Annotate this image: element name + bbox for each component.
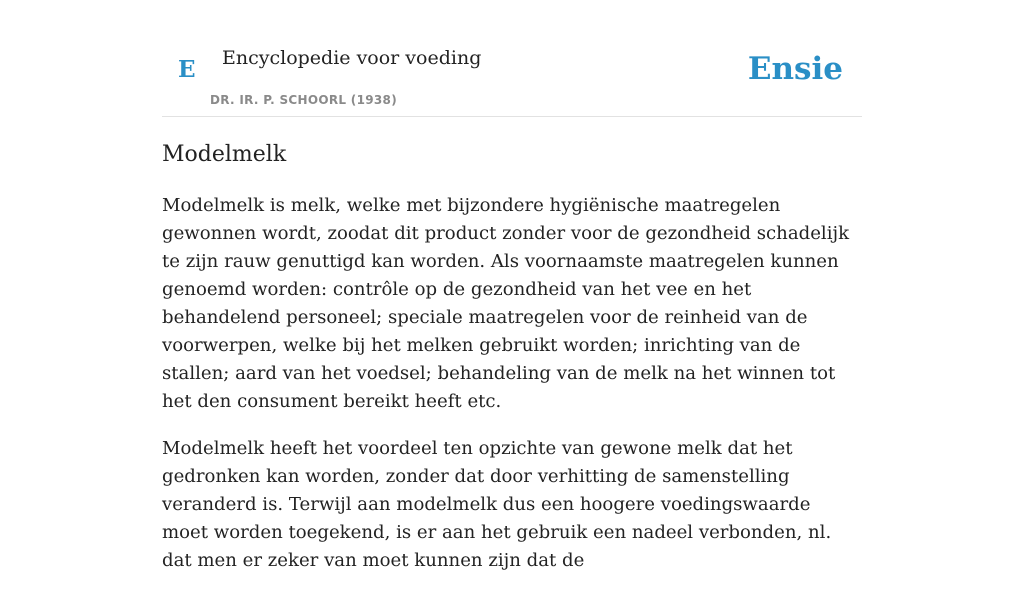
encyclopedia-mark-icon[interactable]: E — [178, 56, 196, 83]
entry-body — [162, 192, 862, 594]
page-header — [162, 0, 862, 117]
entry-title: Modelmelk — [162, 142, 287, 167]
body-paragraph: Modelmelk is melk, welke met bijzondere hygiënische maatregelen gewonnen wordt, zoodat dit product zonder voor de gezondheid schadelijk te zijn rauw genuttigd kan worden. Als voornaamste maatregelen kunnen genoemd worden: contrôle op de gezondheid van het vee en het behandelend personeel; speciale maatregelen voor de reinheid van de voorwerpen, welke bij het melken gebruikt worden; inrichting van de stallen; aard van het voedsel; behandeling van de melk na het winnen tot het den consument bereikt heeft etc. — [162, 195, 850, 412]
author-credit: DR. IR. P. SCHOORL (1938) — [210, 93, 397, 107]
article-page — [162, 0, 862, 571]
ensie-logo[interactable]: Ensie — [747, 51, 843, 87]
encyclopedia-title[interactable]: Encyclopedie voor voeding — [222, 47, 482, 69]
body-paragraph: Modelmelk heeft het voordeel ten opzichte van gewone melk dat het gedronken kan worden, zonder dat door verhitting de samenstelling veranderd is. Terwijl aan modelmelk dus een hoogere voedingswaarde moet worden toegekend, is er aan het gebruik een nadeel verbonden, nl. dat men er zeker van moet kunnen zijn dat de — [162, 438, 832, 571]
